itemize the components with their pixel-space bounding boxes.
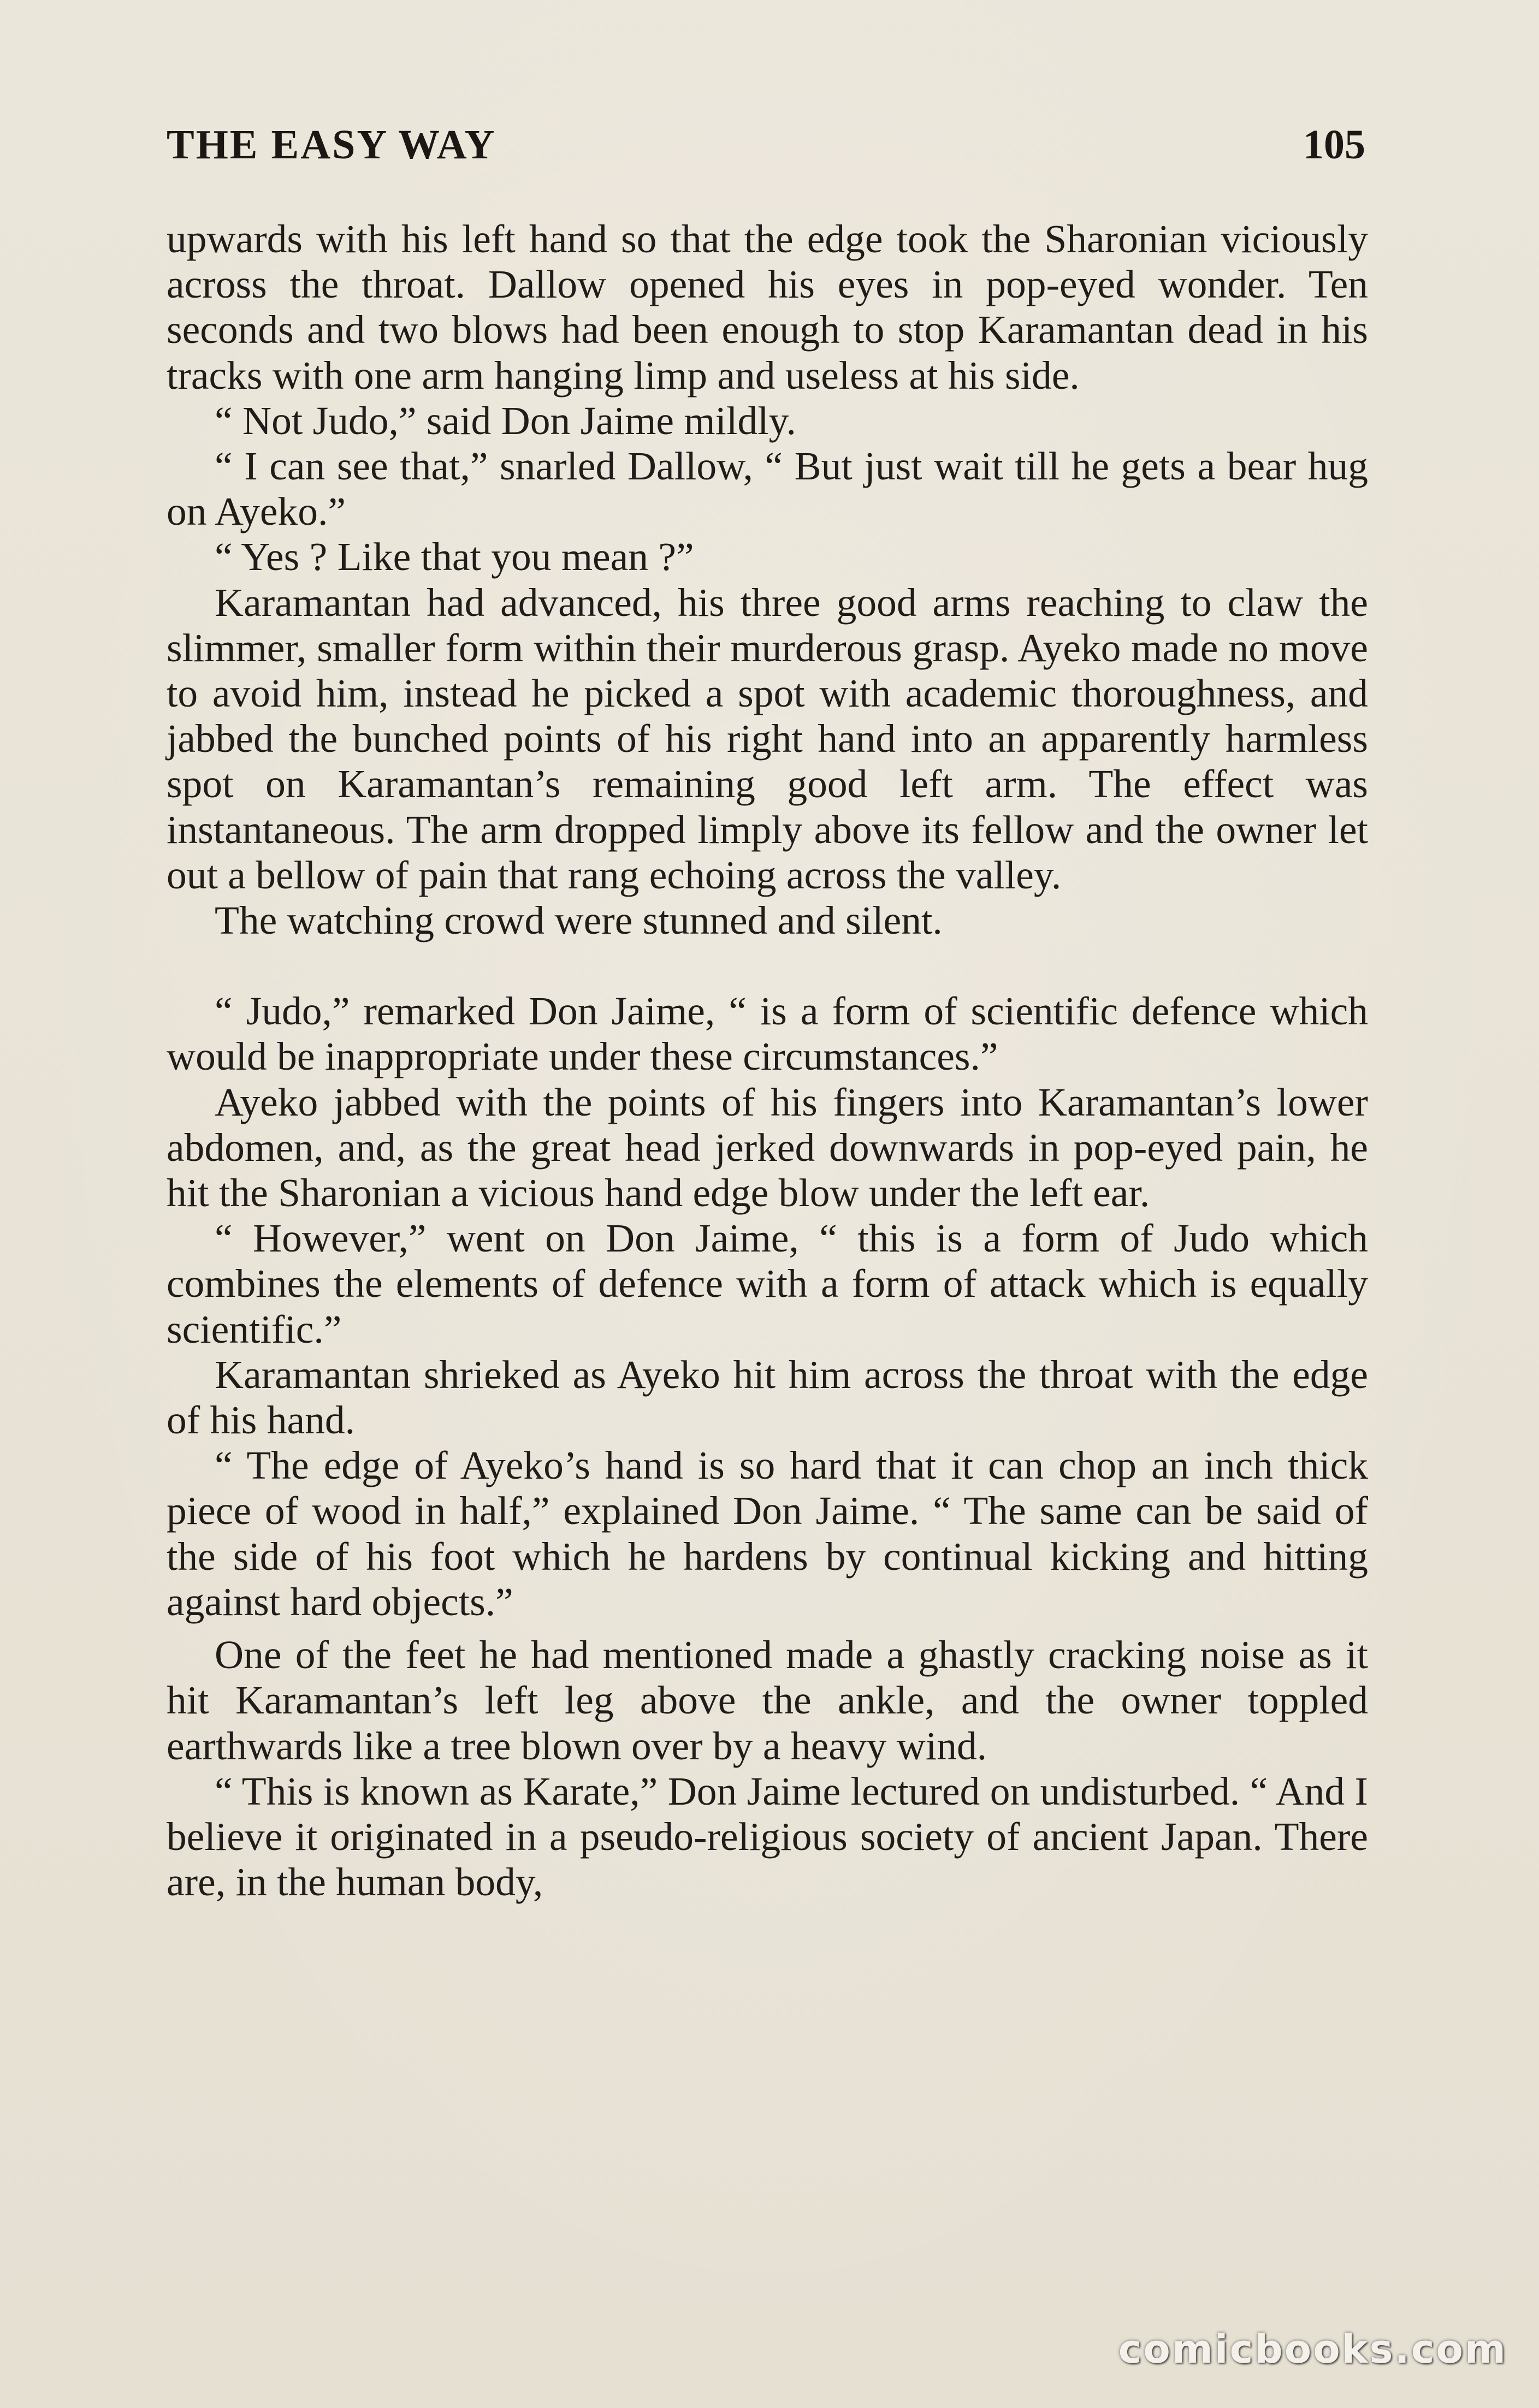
paragraph: “ Not Judo,” said Don Jaime mildly.: [215, 398, 796, 443]
paragraph: One of the feet he had mentioned made a ghastly cracking noise as it hit Karamantan’s left leg above the ankle, and the owner toppled earthwards like a tree blown over by a heavy wind.: [167, 1633, 1368, 1768]
paragraph: “ Judo,” remarked Don Jaime, “ is a form of scientific defence which would be inappropriate under these circumstances.”: [167, 989, 1368, 1079]
paragraph: Ayeko jabbed with the points of his fingers into Karamantan’s lower abdomen, and, as the great head jerked downwards in pop-eyed pain, he hit the Sharonian a vicious hand edge blow under the left ear.: [167, 1080, 1368, 1215]
body-text: [167, 216, 1368, 1905]
paragraph: “ The edge of Ayeko’s hand is so hard that it can chop an inch thick piece of wood in half,” explained Don Jaime. “ The same can be said of the side of his foot which he hardens by continual kicking and hitting against hard objects.”: [167, 1443, 1368, 1624]
paragraph: Karamantan shrieked as Ayeko hit him across the throat with the edge of his hand.: [167, 1352, 1368, 1443]
page-number: 105: [1303, 122, 1365, 168]
running-title: THE EASY WAY: [167, 122, 496, 168]
paragraph: “ However,” went on Don Jaime, “ this is a form of Judo which combines the elements of defence with a form of attack which is equally scientific.”: [167, 1216, 1368, 1351]
paragraph: “ Yes ? Like that you mean ?”: [215, 535, 694, 579]
watermark: comicbooks.com: [1118, 2326, 1507, 2372]
paragraph: upwards with his left hand so that the edge took the Sharonian viciously across the throat. Dallow opened his eyes in pop-eyed wonder. Ten seconds and two blows had been enough to stop Karamantan dead in his tracks with one arm hanging limp and useless at his side.: [167, 217, 1368, 398]
paragraph: Karamantan had advanced, his three good arms reaching to claw the slimmer, smaller form within their murderous grasp. Ayeko made no move to avoid him, instead he picked a spot with academic thoroughness, and jabbed the bunched points of his right hand into an apparently harmless spot on Karamantan’s remaining good left arm. The effect was instantaneous. The arm dropped limply above its fellow and the owner let out a bellow of pain that rang echoing across the valley.: [167, 580, 1368, 897]
running-header: [167, 121, 1365, 176]
paragraph: “ I can see that,” snarled Dallow, “ But just wait till he gets a bear hug on Ayeko.”: [167, 444, 1368, 534]
paragraph: The watching crowd were stunned and silent.: [215, 898, 943, 943]
paragraph: “ This is known as Karate,” Don Jaime lectured on undisturbed. “ And I believe it originated in a pseudo-religious society of ancient Japan. There are, in the human body,: [167, 1769, 1368, 1905]
